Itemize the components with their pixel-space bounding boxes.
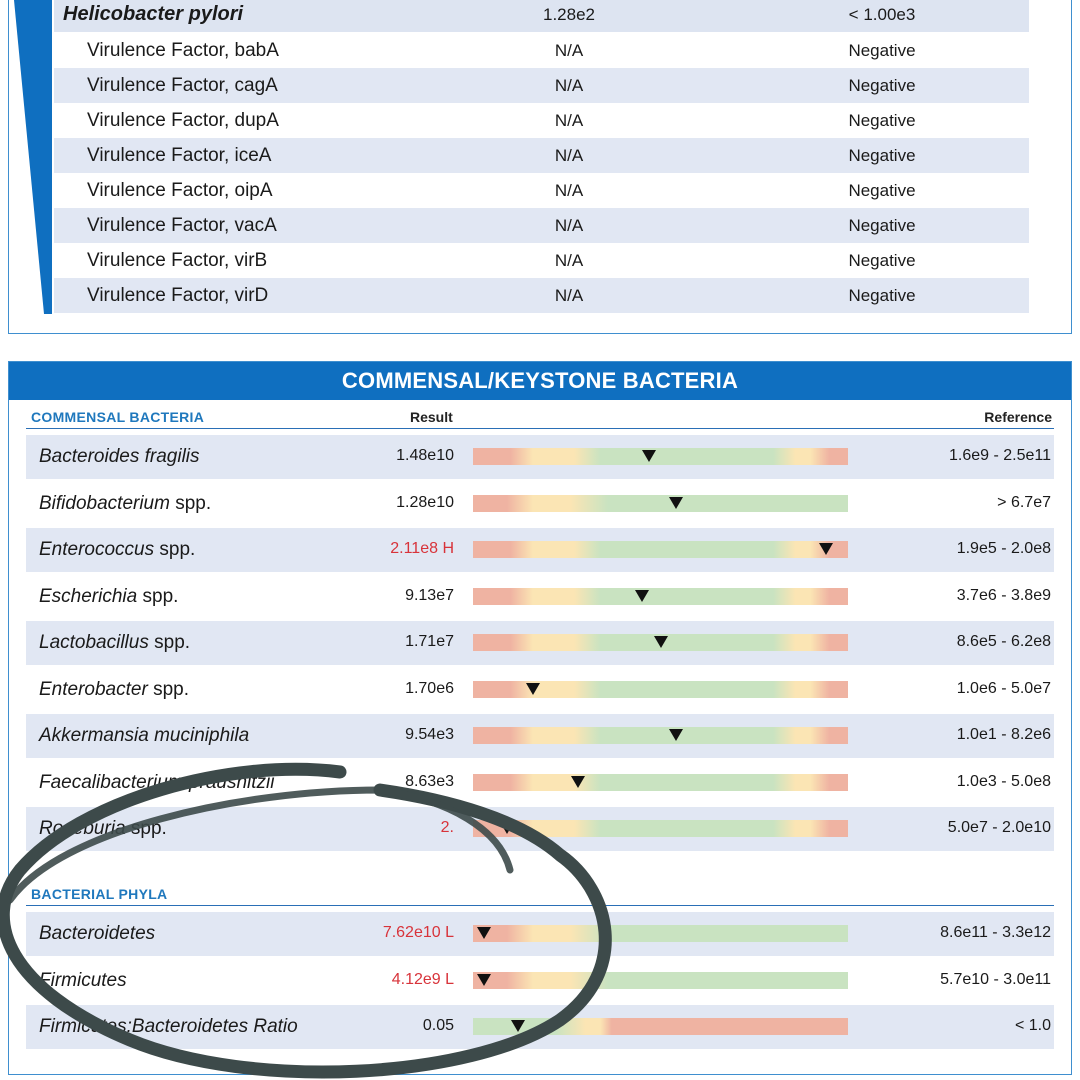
bacteria-name-suffix: spp. <box>154 632 191 653</box>
reference-column-header: Reference <box>984 409 1052 425</box>
section-title: COMMENSAL/KEYSTONE BACTERIA <box>9 362 1071 400</box>
bacteria-reference: 8.6e11 - 3.3e12 <box>940 924 1051 941</box>
range-bar <box>473 1018 848 1035</box>
phyla-subheader <box>26 883 1054 906</box>
bacteria-result: 1.48e10 <box>396 447 454 464</box>
bacteria-result: 7.62e10 L <box>382 924 454 941</box>
virulence-factor-reference: Negative <box>848 110 916 130</box>
result-marker <box>477 974 491 986</box>
bacteria-name-text: Faecalibacterium prausnitzii <box>39 771 275 793</box>
bacteria-row <box>26 575 1054 619</box>
virulence-factor-value: N/A <box>554 215 584 235</box>
virulence-factor-name: Virulence Factor, cagA <box>87 74 278 96</box>
virulence-factor-reference: Negative <box>848 40 916 60</box>
range-bar <box>473 925 848 942</box>
virulence-factor-value: N/A <box>554 75 584 95</box>
result-marker <box>654 636 668 648</box>
virulence-factor-name: Virulence Factor, iceA <box>87 144 272 166</box>
bacteria-row <box>26 1005 1054 1049</box>
virulence-row <box>54 33 1029 68</box>
virulence-factor-name: Virulence Factor, virB <box>87 249 268 271</box>
result-marker <box>511 1020 525 1032</box>
bacteria-row <box>26 435 1054 479</box>
bacteria-row <box>26 761 1054 805</box>
organism-value: 1.28e2 <box>543 4 595 24</box>
virulence-factor-reference: Negative <box>848 145 916 165</box>
bacteria-name-suffix: spp. <box>130 818 167 839</box>
virulence-factor-reference: Negative <box>848 215 916 235</box>
virulence-factor-value: N/A <box>554 145 584 165</box>
bacteria-result: 2.11e8 H <box>390 540 454 557</box>
virulence-row <box>54 243 1029 278</box>
bacteria-name-text: Lactobacillus <box>39 632 149 653</box>
range-bar <box>473 495 848 512</box>
virulence-factor-value: N/A <box>554 250 584 270</box>
bacteria-result: 1.70e6 <box>405 679 454 697</box>
bacteria-result: 2. <box>440 819 454 836</box>
bacteria-result: 9.13e7 <box>405 586 454 604</box>
bacteria-row <box>26 621 1054 665</box>
result-marker <box>819 543 833 555</box>
bacteria-reference: < 1.0 <box>1014 1017 1051 1034</box>
virulence-factor-value: N/A <box>554 180 584 200</box>
bacteria-reference: 1.0e1 - 8.2e6 <box>956 726 1051 743</box>
bacteria-name-text: Escherichia <box>39 585 138 607</box>
bacteria-name <box>39 1016 298 1038</box>
virulence-factor-reference: Negative <box>848 285 916 305</box>
result-marker <box>669 497 683 509</box>
organism-name: Helicobacter pylori <box>63 3 244 25</box>
virulence-row <box>54 103 1029 138</box>
bacteria-reference: 5.7e10 - 3.0e11 <box>940 970 1051 988</box>
range-bar <box>473 588 848 605</box>
bacteria-name-text: Firmicutes <box>39 969 127 991</box>
range-bar <box>473 774 848 791</box>
bacteria-result: 8.63e3 <box>405 772 454 790</box>
bacteria-name-suffix: spp. <box>159 539 196 560</box>
bacteria-name <box>39 772 275 794</box>
result-marker <box>642 450 656 462</box>
bacteria-name-text: Bifidobacterium <box>39 492 170 514</box>
result-marker <box>669 729 683 741</box>
result-marker <box>571 776 585 788</box>
bacteria-name-text: Enterobacter <box>39 678 148 700</box>
bacteria-name <box>39 586 178 608</box>
virulence-row <box>54 173 1029 208</box>
bacteria-reference: 5.0e7 - 2.0e10 <box>947 819 1051 836</box>
bacteria-name <box>39 679 189 701</box>
virulence-factor-name: Virulence Factor, virD <box>87 284 269 306</box>
bacteria-row <box>26 959 1054 1003</box>
virulence-factor-name: Virulence Factor, oipA <box>87 179 273 201</box>
bacteria-reference: > 6.7e7 <box>997 493 1051 511</box>
bacteria-name-text: Bacteroides fragilis <box>39 446 200 467</box>
bacteria-name-text: Bacteroidetes <box>39 923 156 944</box>
result-marker <box>477 927 491 939</box>
bacteria-name-suffix: spp. <box>153 678 189 700</box>
result-column-header: Result <box>410 409 453 425</box>
bacteria-reference: 1.9e5 - 2.0e8 <box>956 540 1051 557</box>
bacteria-row <box>26 912 1054 956</box>
virulence-factor-reference: Negative <box>848 250 916 270</box>
virulence-factor-reference: Negative <box>848 75 916 95</box>
bacteria-name <box>39 970 127 992</box>
virulence-row <box>54 208 1029 243</box>
bacteria-name-text: Firmicutes:Bacteroidetes Ratio <box>39 1016 298 1037</box>
bacteria-name <box>39 725 249 747</box>
bacteria-name <box>39 539 195 561</box>
range-bar <box>473 448 848 465</box>
result-marker <box>635 590 649 602</box>
bacteria-name <box>39 493 211 515</box>
bacteria-name-suffix: spp. <box>142 585 179 607</box>
bacteria-row <box>26 482 1054 526</box>
bacteria-name-suffix: spp. <box>175 492 212 514</box>
virulence-factor-value: N/A <box>554 40 584 60</box>
bacteria-name <box>39 923 155 945</box>
virulence-factor-name: Virulence Factor, dupA <box>87 109 279 131</box>
virulence-factor-value: N/A <box>554 110 584 130</box>
bacteria-result: 4.12e9 L <box>391 970 454 988</box>
bacteria-name <box>39 446 200 468</box>
bacteria-row <box>26 807 1054 851</box>
commensal-subheader <box>26 406 1054 429</box>
result-marker <box>500 822 514 834</box>
commensal-keystone-section <box>8 361 1072 1075</box>
bacteria-row <box>26 528 1054 572</box>
virulence-factor-name: Virulence Factor, babA <box>87 39 279 61</box>
organism-header-row <box>54 0 1029 32</box>
bacteria-name <box>39 818 167 840</box>
virulence-factor-value: N/A <box>554 285 584 305</box>
virulence-row <box>54 278 1029 313</box>
bacteria-reference: 3.7e6 - 3.8e9 <box>956 586 1051 604</box>
range-bar <box>473 727 848 744</box>
virulence-row <box>54 138 1029 173</box>
phyla-label: BACTERIAL PHYLA <box>31 886 168 902</box>
organism-reference: < 1.00e3 <box>848 4 916 24</box>
virulence-factor-reference: Negative <box>848 180 916 200</box>
bacteria-row <box>26 668 1054 712</box>
bacteria-name <box>39 632 190 654</box>
bacteria-name-text: Roseburia <box>39 818 126 839</box>
bacteria-name-text: Akkermansia muciniphila <box>39 725 250 746</box>
bacteria-row <box>26 714 1054 758</box>
bacteria-name-text: Enterococcus <box>39 539 155 560</box>
result-marker <box>526 683 540 695</box>
bacteria-reference: 1.0e6 - 5.0e7 <box>956 679 1051 697</box>
bacteria-result: 0.05 <box>422 1017 454 1034</box>
bacteria-reference: 1.6e9 - 2.5e11 <box>948 447 1051 464</box>
bacteria-result: 9.54e3 <box>405 726 454 743</box>
bacteria-reference: 8.6e5 - 6.2e8 <box>956 633 1051 650</box>
virulence-factor-name: Virulence Factor, vacA <box>87 214 277 236</box>
virulence-row <box>54 68 1029 103</box>
bacteria-reference: 1.0e3 - 5.0e8 <box>956 772 1051 790</box>
range-bar <box>473 972 848 989</box>
range-bar <box>473 541 848 558</box>
bacteria-result: 1.28e10 <box>396 493 454 511</box>
bacteria-result: 1.71e7 <box>405 633 454 650</box>
range-bar <box>473 820 848 837</box>
commensal-label: COMMENSAL BACTERIA <box>31 409 205 425</box>
